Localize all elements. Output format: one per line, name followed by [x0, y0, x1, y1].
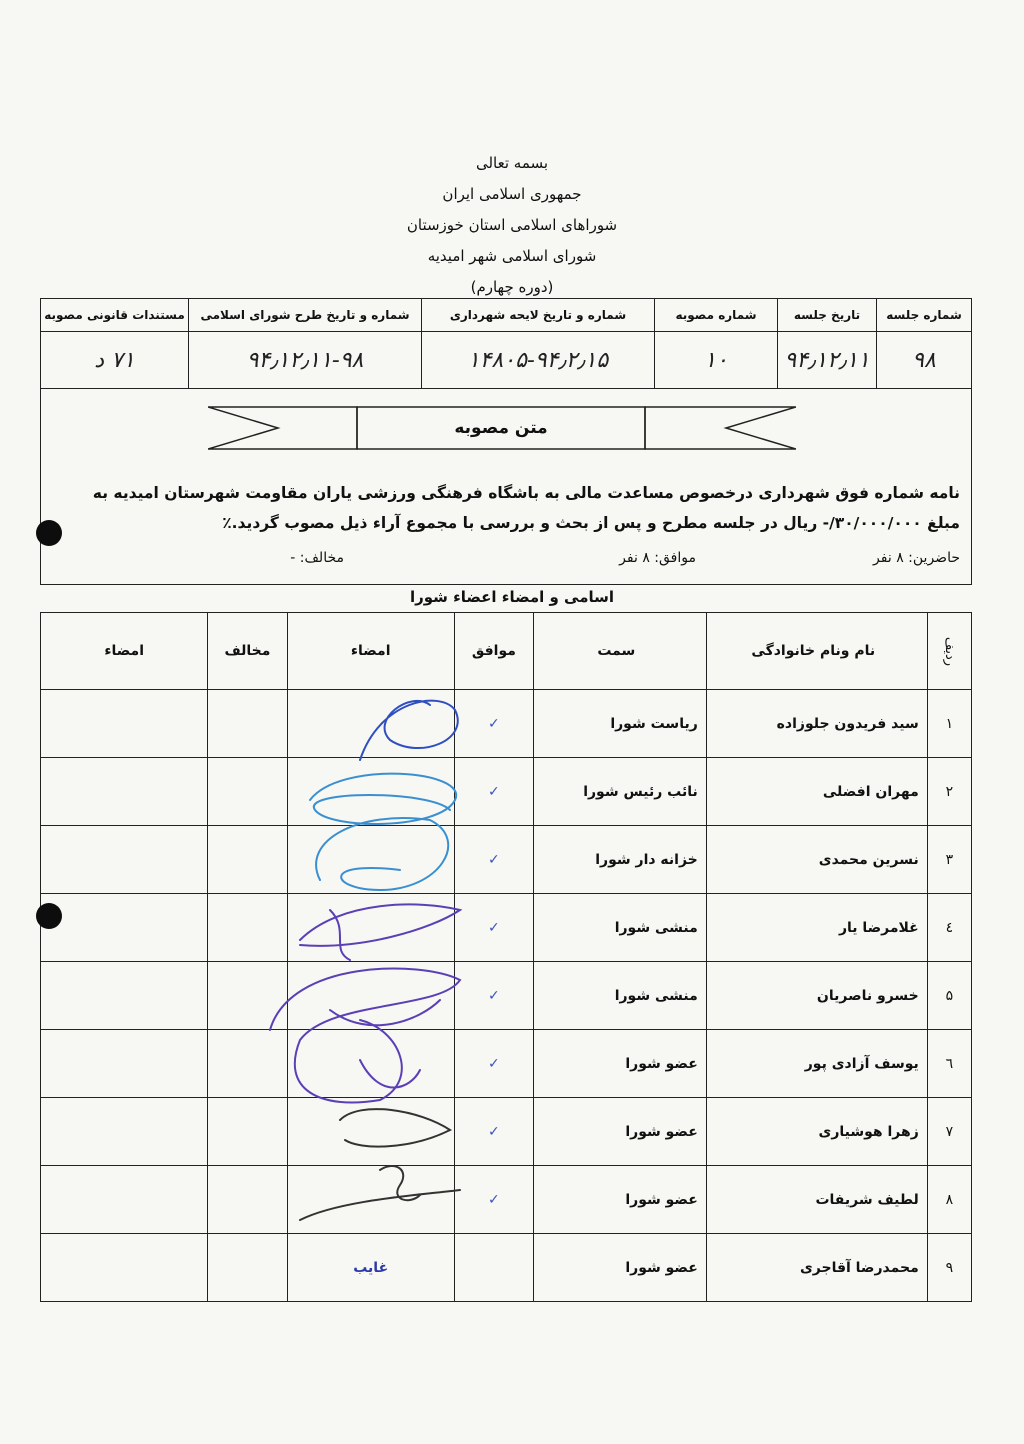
- member-position: نائب رئیس شورا: [533, 758, 706, 826]
- signature-cell: [287, 1098, 454, 1166]
- session-info-table: [40, 298, 972, 389]
- oppose-count: مخالف: -: [290, 550, 344, 566]
- table-row: [41, 826, 972, 894]
- header-resolution-number: شماره مصوبه: [655, 299, 778, 332]
- signature-cell-2: [41, 894, 208, 962]
- table-row: [41, 894, 972, 962]
- header-legal-basis: مستندات قانونی مصوبه: [41, 299, 189, 332]
- table-row: [41, 1098, 972, 1166]
- agree-count: موافق: ۸ نفر: [619, 550, 696, 566]
- agree-check: ✓: [454, 826, 533, 894]
- member-name: غلامرضا یار: [706, 894, 927, 962]
- col-row-number: ردیف: [927, 613, 971, 690]
- oppose-cell: [208, 826, 287, 894]
- member-position: ریاست شورا: [533, 690, 706, 758]
- member-position: عضو شورا: [533, 1030, 706, 1098]
- header-municipal-bill: شماره و تاریخ لایحه شهرداری: [422, 299, 655, 332]
- header-line-2: جمهوری اسلامی ایران: [442, 185, 582, 203]
- table-row: [41, 1234, 972, 1302]
- agree-check: ✓: [454, 894, 533, 962]
- header-line-5: (دوره چهارم): [470, 278, 554, 296]
- table-row: [41, 690, 972, 758]
- header-session-date: تاریخ جلسه: [778, 299, 877, 332]
- member-name: مهران افضلی: [706, 758, 927, 826]
- row-number: ٦: [927, 1030, 971, 1098]
- col-agree: موافق: [454, 613, 533, 690]
- table-row: [41, 758, 972, 826]
- agree-check: ✓: [454, 1098, 533, 1166]
- member-name: یوسف آزادی پور: [706, 1030, 927, 1098]
- members-table: [40, 612, 972, 1302]
- oppose-cell: [208, 1234, 287, 1302]
- document-header: [0, 148, 1024, 303]
- absent-note: غایب: [287, 1234, 454, 1302]
- member-position: منشی شورا: [533, 894, 706, 962]
- row-number: ۸: [927, 1166, 971, 1234]
- col-name: نام ونام خانوادگی: [706, 613, 927, 690]
- row-number: ۵: [927, 962, 971, 1030]
- oppose-cell: [208, 1166, 287, 1234]
- signature-cell-2: [41, 962, 208, 1030]
- signature-cell: [287, 1166, 454, 1234]
- header-line-4: شورای اسلامی شهر امیدیه: [427, 247, 597, 265]
- signature-cell: [287, 1030, 454, 1098]
- agree-check: ✓: [454, 962, 533, 1030]
- row-number: ۲: [927, 758, 971, 826]
- signature-cell: [287, 758, 454, 826]
- value-municipal-bill: ۱۴۸۰۵-۹۴٫۲٫۱۵: [422, 332, 655, 389]
- signature-cell-2: [41, 690, 208, 758]
- agree-check: ✓: [454, 758, 533, 826]
- row-number: ۹: [927, 1234, 971, 1302]
- table-row: [41, 1030, 972, 1098]
- value-session-date: ۹۴٫۱۲٫۱۱: [778, 332, 877, 389]
- header-council-plan: شماره و تاریخ طرح شورای اسلامی: [189, 299, 422, 332]
- table-row: [41, 962, 972, 1030]
- value-council-plan: ۹۴٫۱۲٫۱۱-۹۸: [189, 332, 422, 389]
- member-name: زهرا هوشیاری: [706, 1098, 927, 1166]
- col-position: سمت: [533, 613, 706, 690]
- members-title: اسامی و امضاء اعضاء شورا: [409, 588, 615, 606]
- header-session-number: شماره جلسه: [877, 299, 972, 332]
- agree-check: ✓: [454, 1166, 533, 1234]
- oppose-cell: [208, 1098, 287, 1166]
- row-number: ۷: [927, 1098, 971, 1166]
- present-count: حاضرین: ۸ نفر: [873, 550, 960, 566]
- col-signature-2: امضاء: [41, 613, 208, 690]
- row-number: ۳: [927, 826, 971, 894]
- col-oppose: مخالف: [208, 613, 287, 690]
- oppose-cell: [208, 962, 287, 1030]
- agree-check: ✓: [454, 690, 533, 758]
- signature-cell-2: [41, 826, 208, 894]
- signature-cell-2: [41, 1030, 208, 1098]
- row-number: ۱: [927, 690, 971, 758]
- member-name: سید فریدون جلوزاده: [706, 690, 927, 758]
- members-header-row: [41, 613, 972, 690]
- agree-check: [454, 1234, 533, 1302]
- header-line-1: بسمه تعالی: [475, 154, 549, 172]
- resolution-title: متن مصوبه: [454, 418, 548, 438]
- value-session-number: ۹۸: [877, 332, 972, 389]
- signature-cell: [287, 690, 454, 758]
- punch-hole-top: [36, 520, 62, 546]
- member-name: خسرو ناصریان: [706, 962, 927, 1030]
- member-position: عضو شورا: [533, 1098, 706, 1166]
- signature-cell-2: [41, 758, 208, 826]
- oppose-cell: [208, 894, 287, 962]
- resolution-text: نامه شماره فوق شهرداری درخصوص مساعدت مالی به باشگاه فرهنگی ورزشی یاران مقاومت شهرستان امیدیه به مبلغ ۳۰/۰۰۰/۰۰۰/- ریال در جلسه مطرح و پس از بحث و بررسی با مجموع آراء ذیل مصوب گردید.٪: [92, 484, 960, 532]
- header-line-3: شوراهای اسلامی استان خوزستان: [406, 216, 618, 234]
- member-position: منشی شورا: [533, 962, 706, 1030]
- value-legal-basis: ۷۱ د: [41, 332, 189, 389]
- member-name: نسرین محمدی: [706, 826, 927, 894]
- member-position: عضو شورا: [533, 1166, 706, 1234]
- oppose-cell: [208, 758, 287, 826]
- member-position: خزانه دار شورا: [533, 826, 706, 894]
- signature-cell-2: [41, 1098, 208, 1166]
- signature-cell: [287, 894, 454, 962]
- signature-cell: [287, 962, 454, 1030]
- agree-check: ✓: [454, 1030, 533, 1098]
- table-row: [41, 1166, 972, 1234]
- col-signature: امضاء: [287, 613, 454, 690]
- punch-hole-bottom: [36, 903, 62, 929]
- member-name: محمدرضا آقاجری: [706, 1234, 927, 1302]
- member-position: عضو شورا: [533, 1234, 706, 1302]
- oppose-cell: [208, 690, 287, 758]
- signature-cell-2: [41, 1166, 208, 1234]
- oppose-cell: [208, 1030, 287, 1098]
- member-name: لطیف شریفات: [706, 1166, 927, 1234]
- row-number: ٤: [927, 894, 971, 962]
- value-resolution-number: ۱۰: [655, 332, 778, 389]
- signature-cell: [287, 826, 454, 894]
- signature-cell-2: [41, 1234, 208, 1302]
